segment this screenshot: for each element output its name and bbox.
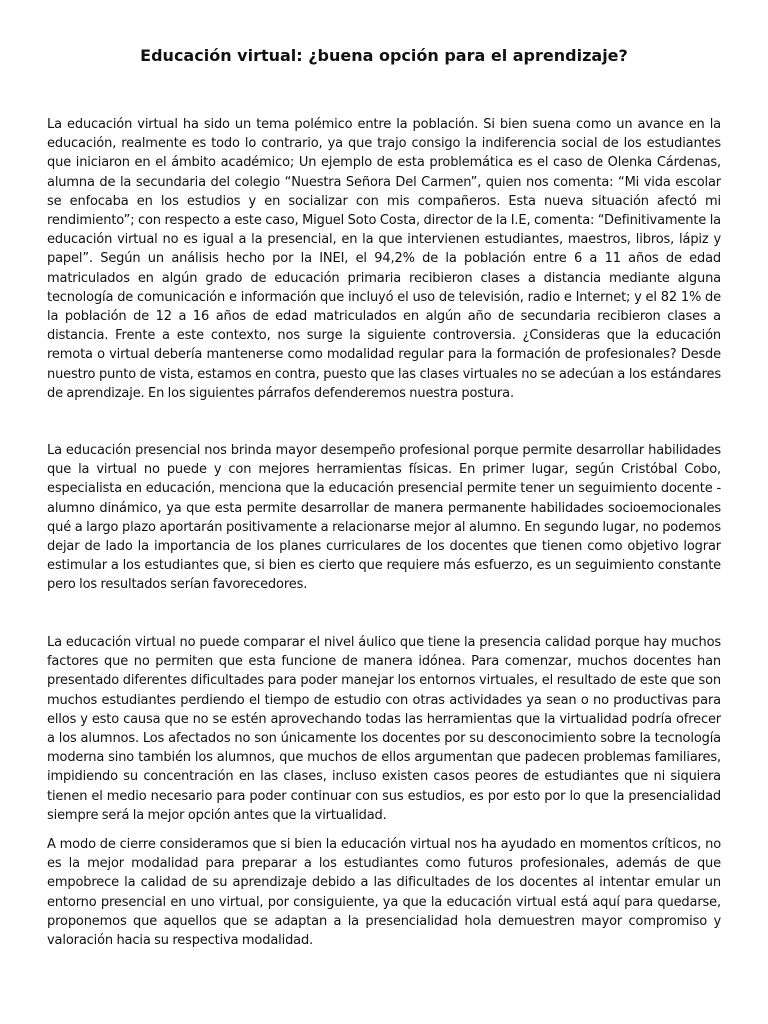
paragraph-conclusion: A modo de cierre consideramos que si bien la educación virtual nos ha ayudado en momentos críticos, no es la mejor modalidad para preparar a los estudiantes como futuros profesionales, además de que empobrece la calidad de su aprendizaje debido a las dificultades de los docentes al intentar emular un entorno presencial en uno virtual, por consiguiente, ya que la educación virtual está aquí para quedarse, proponemos que aquellos que se adaptan a la presencialidad hola demuestren mayor compromiso y valoración hacia su respectiva modalidad. — [47, 837, 721, 949]
paragraph-presencial-argument: La educación presencial nos brinda mayor desempeño profesional porque permite desarrollar habilidades que la virtual no puede y con mejores herramientas físicas. En primer lugar, según Cristóbal Cobo, especialista en educación, menciona que la educación presencial permite tener un seguimiento docente - alumno dinámico, ya que esta permite desarrollar de manera permanente habilidades socioemocionales qué a largo plazo aportarán positivamente a relacionarse mejor al alumno. En segundo lugar, no podemos dejar de lado la importancia de los planes curriculares de los docentes que tienen como objetivo lograr estimular a los estudiantes que, si bien es cierto que requiere más esfuerzo, es un seguimiento constante pero los resultados serían favorecedores. — [47, 443, 721, 593]
document-title: Educación virtual: ¿buena opción para el aprendizaje? — [140, 46, 628, 65]
paragraph-introduction: La educación virtual ha sido un tema polémico entre la población. Si bien suena como un avance en la educación, realmente es todo lo contrario, ya que trajo consigo la indiferencia social de los estudiantes que iniciaron en el ámbito académico; Un ejemplo de esta problemática es el caso de Olenka Cárdenas, alumna de la secundaria del colegio “Nuestra Señora Del Carmen”, quien nos comenta: “Mi vida escolar se enfocaba en los estudios y en socializar con mis compañeros. Esta nueva situación afectó mi rendimiento”; con respecto a este caso, Miguel Soto Costa, director de la I.E, comenta: “Definitivamente la educación virtual no es igual a la presencial, en la que intervienen estudiantes, maestros, libros, lápiz y papel”. Según un análisis hecho por la INEI, el 94,2% de la población entre 6 a 11 años de edad matriculados en algún grado de educación primaria recibieron clases a distancia mediante alguna tecnología de comunicación e información que incluyó el uso de televisión, radio e Internet; y el 82 1% de la población de 12 a 16 años de edad matriculados en algún año de secundaria recibieron clases a distancia. Frente a este contexto, nos surge la siguiente controversia. ¿Consideras que la educación remota o virtual debería mantenerse como modalidad regular para la formación de profesionales? Desde nuestro punto de vista, estamos en contra, puesto que las clases virtuales no se adecúan a los estándares de aprendizaje. En los siguientes párrafos defenderemos nuestra postura. — [47, 117, 721, 401]
paragraph-virtual-argument: La educación virtual no puede comparar el nivel áulico que tiene la presencia calidad porque hay muchos factores que no permiten que esta funcione de manera idónea. Para comenzar, muchos docentes han presentado diferentes dificultades para poder manejar los entornos virtuales, el resultado de este que son muchos estudiantes perdiendo el tiempo de estudio con otras actividades ya sean o no productivas para ellos y esto causa que no se estén aprovechando todas las herramientas que la virtualidad podría ofrecer a los alumnos. Los afectados no son únicamente los docentes por su desconocimiento sobre la tecnología moderna sino también los alumnos, que muchos de ellos argumentan que padecen problemas familiares, impidiendo su concentración en las clases, incluso existen casos peores de estudiantes que ni siquiera tienen el medio necesario para poder continuar con sus estudios, es por esto por lo que la presencialidad siempre será la mejor opción antes que la virtualidad. — [47, 635, 721, 823]
